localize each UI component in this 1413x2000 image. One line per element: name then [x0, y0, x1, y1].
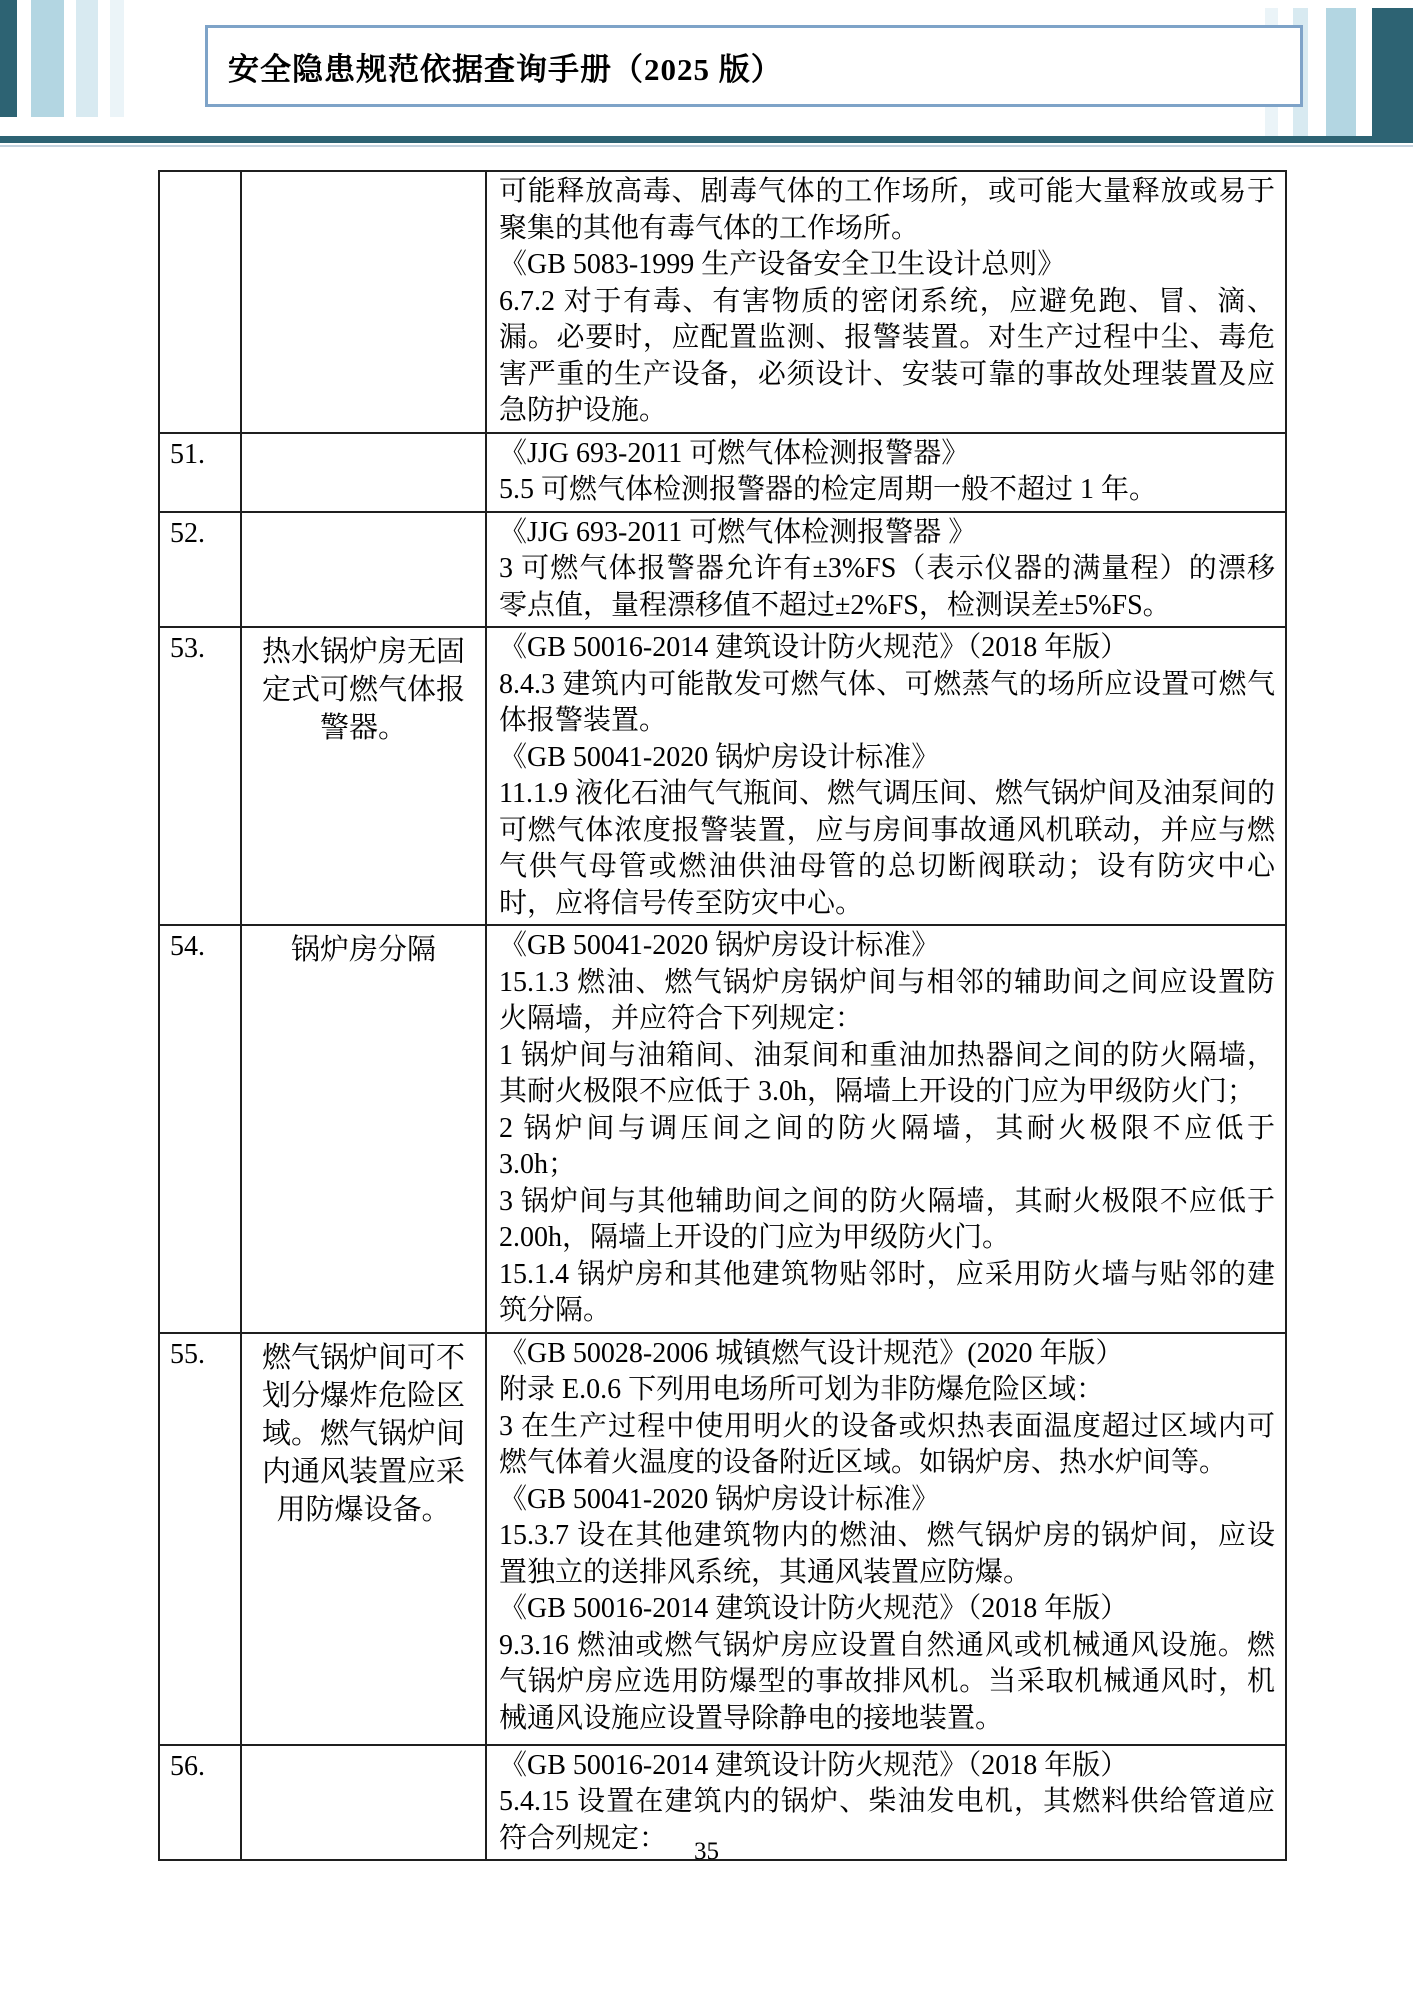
clause-text: 6.7.2 对于有毒、有害物质的密闭系统，应避免跑、冒、滴、漏。必要时，应配置监测、报警装置。对生产过程中尘、毒危害严重的生产设备，必须设计、安装可靠的事故处理装置及应急防护设施。 [499, 285, 1275, 426]
row-number-cell [159, 171, 241, 433]
hazard-desc-cell [241, 171, 486, 433]
table-row [159, 512, 1286, 628]
decorative-bar-right-dark [1372, 8, 1413, 138]
regulation-cell [486, 433, 1286, 512]
table-row [159, 925, 1286, 1333]
clause-text: 《GB 50016-2014 建筑设计防火规范》（2018 年版） [499, 1749, 1129, 1781]
clause-text: 15.3.7 设在其他建筑物内的燃油、燃气锅炉房的锅炉间，应设置独立的送排风系统，其通风装置应防爆。 [499, 1520, 1275, 1588]
regulation-cell [486, 925, 1286, 1333]
clause-text: 《GB 5083-1999 生产设备安全卫生设计总则》 [499, 249, 1066, 280]
clause-text: 《GB 50041-2020 锅炉房设计标准》 [499, 1483, 940, 1515]
decorative-bar-right-light [1326, 8, 1356, 138]
clause-text: 11.1.9 液化石油气气瓶间、燃气调压间、燃气锅炉间及油泵间的可燃气体浓度报警装置，应与房间事故通风机联动，并应与燃气供气母管或燃油供油母管的总切断阀联动；设有防灾中心时，应将信号传至防灾中心。 [499, 778, 1275, 919]
clause-text: 5.5 可燃气体检测报警器的检定周期一般不超过 1 年。 [499, 474, 1158, 505]
regulation-cell [486, 512, 1286, 628]
clause-text: 《GB 50041-2020 锅炉房设计标准》 [499, 741, 940, 773]
clause-text: 5.4.15 设置在建筑内的锅炉、柴油发电机，其燃料供给管道应符合列规定： [499, 1786, 1275, 1854]
hazard-desc-cell: 热水锅炉房无固定式可燃气体报警器。 [241, 627, 486, 925]
table-row [159, 171, 1286, 433]
clause-text: 《GB 50016-2014 建筑设计防火规范》（2018 年版） [499, 632, 1129, 663]
table-row [159, 1333, 1286, 1745]
clause-text: 《JJG 693-2011 可燃气体检测报警器》 [499, 437, 970, 469]
table-row [159, 433, 1286, 512]
hazard-desc-cell [241, 433, 486, 512]
header-divider-rule-thin [0, 145, 1413, 147]
row-number-cell: 52. [159, 512, 241, 628]
decorative-bar-left-dark [0, 0, 17, 117]
clause-text: 可能释放高毒、剧毒气体的工作场所，或可能大量释放或易于聚集的其他有毒气体的工作场所。 [499, 176, 1275, 244]
table-row [159, 627, 1286, 925]
hazard-desc-cell: 燃气锅炉间可不划分爆炸危险区域。燃气锅炉间内通风装置应采用防爆设备。 [241, 1333, 486, 1745]
clause-text: 9.3.16 燃油或燃气锅炉房应设置自然通风或机械通风设施。燃气锅炉房应选用防爆型的事故排风机。当采取机械通风时，机械通风设施应设置导除静电的接地装置。 [499, 1629, 1275, 1734]
clause-text: 15.1.3 燃油、燃气锅炉房锅炉间与相邻的辅助间之间应设置防火隔墙，并应符合下列规定： [499, 966, 1275, 1034]
clause-text: 3 可燃气体报警器允许有±3%FS（表示仪器的满量程）的漂移零点值，量程漂移值不超过±2%FS，检测误差±5%FS。 [499, 553, 1275, 621]
regulation-cell [486, 1333, 1286, 1745]
decorative-bar-left-faint [110, 0, 124, 117]
clause-text: 8.4.3 建筑内可能散发可燃气体、可燃蒸气的场所应设置可燃气体报警装置。 [499, 668, 1275, 736]
row-number-cell: 55. [159, 1333, 241, 1745]
clause-text: 2 锅炉间与调压间之间的防火隔墙，其耐火极限不应低于 3.0h； [499, 1112, 1275, 1180]
clause-text: 3 锅炉间与其他辅助间之间的防火隔墙，其耐火极限不应低于 2.00h，隔墙上开设的门应为甲级防火门。 [499, 1185, 1275, 1253]
row-number-cell: 51. [159, 433, 241, 512]
clause-text: 附录 E.0.6 下列用电场所可划为非防爆危险区域： [499, 1374, 1105, 1405]
row-number-cell: 53. [159, 627, 241, 925]
clause-text: 《JJG 693-2011 可燃气体检测报警器 》 [499, 516, 977, 548]
row-number-cell: 54. [159, 925, 241, 1333]
regulation-reference-table [158, 170, 1287, 1861]
clause-text: 15.1.4 锅炉房和其他建筑物贴邻时，应采用防火墙与贴邻的建筑分隔。 [499, 1258, 1275, 1326]
hazard-desc-cell: 锅炉房分隔 [241, 925, 486, 1333]
decorative-bar-left-light [31, 0, 64, 117]
clause-text: 1 锅炉间与油箱间、油泵间和重油加热器间之间的防火隔墙，其耐火极限不应低于 3.0h，隔墙上开设的门应为甲级防火门； [499, 1039, 1275, 1107]
decorative-bar-left-pale [76, 0, 98, 117]
clause-text: 《GB 50028-2006 城镇燃气设计规范》(2020 年版） [499, 1337, 1124, 1369]
clause-text: 《GB 50041-2020 锅炉房设计标准》 [499, 930, 940, 961]
page-title: 安全隐患规范依据查询手册（2025 版） [228, 51, 783, 87]
regulation-cell [486, 627, 1286, 925]
clause-text: 《GB 50016-2014 建筑设计防火规范》（2018 年版） [499, 1593, 1129, 1624]
hazard-desc-cell [241, 512, 486, 628]
row-number-cell: 56. [159, 1745, 241, 1861]
header-title-box [205, 25, 1303, 107]
clause-text: 3 在生产过程中使用明火的设备或炽热表面温度超过区域内可燃气体着火温度的设备附近区域。如锅炉房、热水炉间等。 [499, 1410, 1275, 1478]
page-number: 35 [694, 1838, 719, 1865]
regulation-cell [486, 171, 1286, 433]
header-divider-rule [0, 136, 1413, 143]
